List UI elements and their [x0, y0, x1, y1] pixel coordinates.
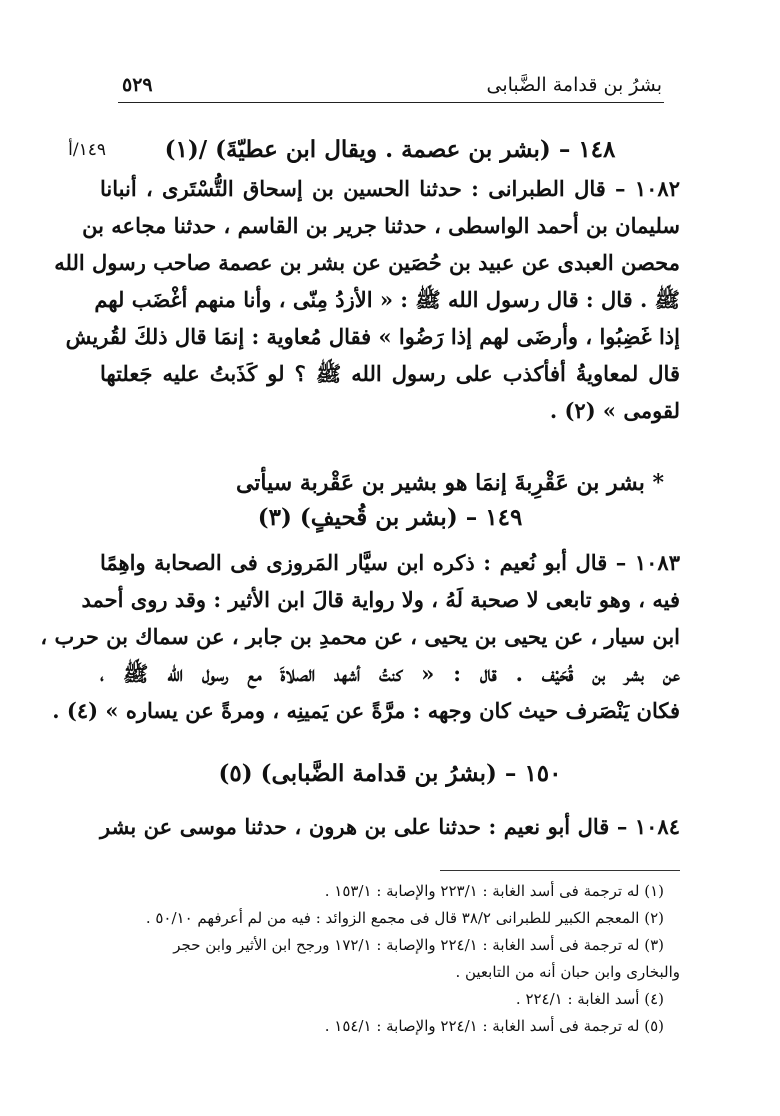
- text-line: فيه ، وهو تابعى لا صحبة لَهُ ، ولا رواية قالَ ابن الأثير : وقد روى أحمد: [81, 587, 680, 612]
- running-header: [122, 68, 662, 102]
- text-line: ابن سيار ، عن يحيى بن يحيى ، عن محمدِ بن جابر ، عن سماك بن حرب ،: [40, 624, 680, 649]
- paragraph-1082: [54, 170, 680, 429]
- header-rule: [118, 102, 664, 103]
- entry-heading-150: ١٥٠ – (بشرُ بن قدامة الضَّبابى) (٥): [218, 760, 562, 787]
- text-line: ﷺ . قال : قال رسول الله ﷺ : « الأزدُ مِنّى ، وأنا منهم أغْضَب لهم: [94, 287, 680, 312]
- text-line: قال لمعاويةُ أفأكذب على رسول الله ﷺ ؟ لو كَذَبتُ عليه جَعلتها: [100, 361, 680, 386]
- footnote: (٥) له ترجمة فى أسد الغابة : ٢٢٤/١ والإصابة : ١٥٤/١ .: [324, 1017, 664, 1035]
- running-title: بشرُ بن قدامة الضَّبابى: [486, 74, 662, 96]
- footnote: (٤) أسد الغابة : ٢٢٤/١ .: [515, 990, 664, 1008]
- footnotes: [100, 878, 680, 1040]
- text-line: سليمان بن أحمد الواسطى ، حدثنا جرير بن القاسم ، حدثنا مجاعه بن: [82, 213, 680, 238]
- text-line: إذا غَضِبُوا ، وأرضَى لهم إذا رَضُوا » فقال مُعاوية : إنمَا قال ذلكَ لقُريش: [65, 324, 680, 349]
- text-line: ١٠٨٣ – قال أبو نُعيم : ذكره ابن سيَّار المَروزى فى الصحابة واهِمًا: [100, 550, 680, 575]
- text-line: لقومى » (٢) .: [549, 398, 680, 423]
- text-line: فكان يَنْصَرف حيث كان وجهه : مرَّةً عن يَمينِه ، ومرةً عن يساره » (٤) .: [52, 698, 680, 723]
- paragraph-1083: [40, 544, 680, 729]
- footnote: (٣) له ترجمة فى أسد الغابة : ٢٢٤/١ والإصابة : ١٧٢/١ ورجح ابن الأثير وابن حجر: [173, 936, 664, 954]
- entry-heading-149: ١٤٩ – (بشر بن قُحيفٍ) (٣): [257, 504, 523, 531]
- cross-reference: * بشر بن عَقْرِبةَ إنمَا هو بشير بن عَقْربة سيأتى: [235, 470, 665, 496]
- paragraph-1084: [100, 808, 680, 845]
- footnote: (١) له ترجمة فى أسد الغابة : ٢٢٣/١ والإصابة : ١٥٣/١ .: [324, 882, 664, 900]
- manuscript-folio-note: ١٤٩/أ: [68, 140, 106, 160]
- text-line: عن بشر بن قُحَيْف . قال : « كنتُ أشهد الصلاةَ مع رسول الله ﷺ ،: [100, 661, 680, 686]
- text-line: ١٠٨٤ – قال أبو نعيم : حدثنا على بن هرون ، حدثنا موسى عن بشر: [100, 814, 680, 839]
- text-line: محصن العبدى عن عبيد بن حُصَين عن بشر بن عصمة صاحب رسول الله: [54, 250, 680, 275]
- footnote-rule: [440, 870, 680, 871]
- footnote-continuation: والبخارى وابن حبان أنه من التابعين .: [455, 963, 680, 981]
- text-line: ١٠٨٢ – قال الطبرانى : حدثنا الحسين بن إسحاق التُّسْتَرى ، أنبانا: [100, 176, 680, 201]
- page-number: ٥٢٩: [122, 74, 153, 96]
- entry-heading-148: ١٤٨ – (بشر بن عصمة . ويقال ابن عطيّةَ) /(١): [164, 136, 616, 163]
- footnote: (٢) المعجم الكبير للطبرانى ٣٨/٢ قال فى مجمع الزوائد : فيه من لم أعرفهم ٥٠/١٠ .: [145, 909, 664, 927]
